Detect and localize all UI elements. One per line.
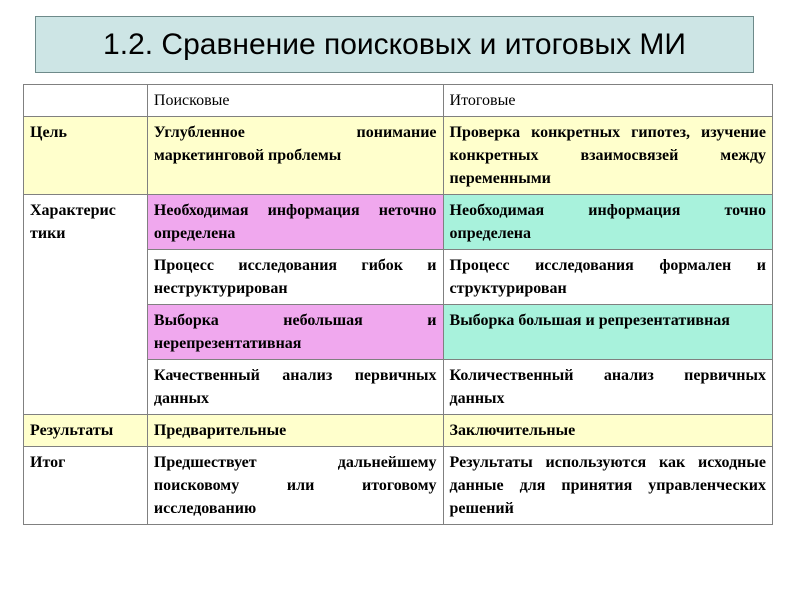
header-search: Поисковые bbox=[147, 85, 443, 117]
comparison-table bbox=[23, 84, 773, 525]
results-label: Результаты bbox=[24, 415, 148, 447]
characteristics-search-3: Выборка небольшая и нерепрезентативная bbox=[147, 305, 443, 360]
results-final: Заключительные bbox=[443, 415, 772, 447]
characteristics-row-1 bbox=[24, 195, 773, 250]
characteristics-search-1: Необходимая информация неточно определена bbox=[147, 195, 443, 250]
results-row bbox=[24, 415, 773, 447]
results-search: Предварительные bbox=[147, 415, 443, 447]
goal-row bbox=[24, 117, 773, 195]
outcome-label: Итог bbox=[24, 447, 148, 525]
outcome-row bbox=[24, 447, 773, 525]
outcome-search: Предшествует дальнейшему поисковому или итоговому исследованию bbox=[147, 447, 443, 525]
characteristics-final-3: Выборка большая и репрезентативная bbox=[443, 305, 772, 360]
header-final: Итоговые bbox=[443, 85, 772, 117]
characteristics-final-2: Процесс исследования формален и структурирован bbox=[443, 250, 772, 305]
goal-final: Проверка конкретных гипотез, изучение конкретных взаимосвязей между переменными bbox=[443, 117, 772, 195]
characteristics-final-4: Количественный анализ первичных данных bbox=[443, 360, 772, 415]
goal-search: Углубленное понимание маркетинговой проблемы bbox=[147, 117, 443, 195]
slide-title: 1.2. Сравнение поисковых и итоговых МИ bbox=[35, 16, 754, 73]
goal-label: Цель bbox=[24, 117, 148, 195]
characteristics-search-2: Процесс исследования гибок и неструктурирован bbox=[147, 250, 443, 305]
characteristics-final-1: Необходимая информация точно определена bbox=[443, 195, 772, 250]
characteristics-search-4: Качественный анализ первичных данных bbox=[147, 360, 443, 415]
header-empty-cell bbox=[24, 85, 148, 117]
outcome-final: Результаты используются как исходные данные для принятия управленческих решений bbox=[443, 447, 772, 525]
characteristics-label: Характерис тики bbox=[24, 195, 148, 415]
header-row bbox=[24, 85, 773, 117]
